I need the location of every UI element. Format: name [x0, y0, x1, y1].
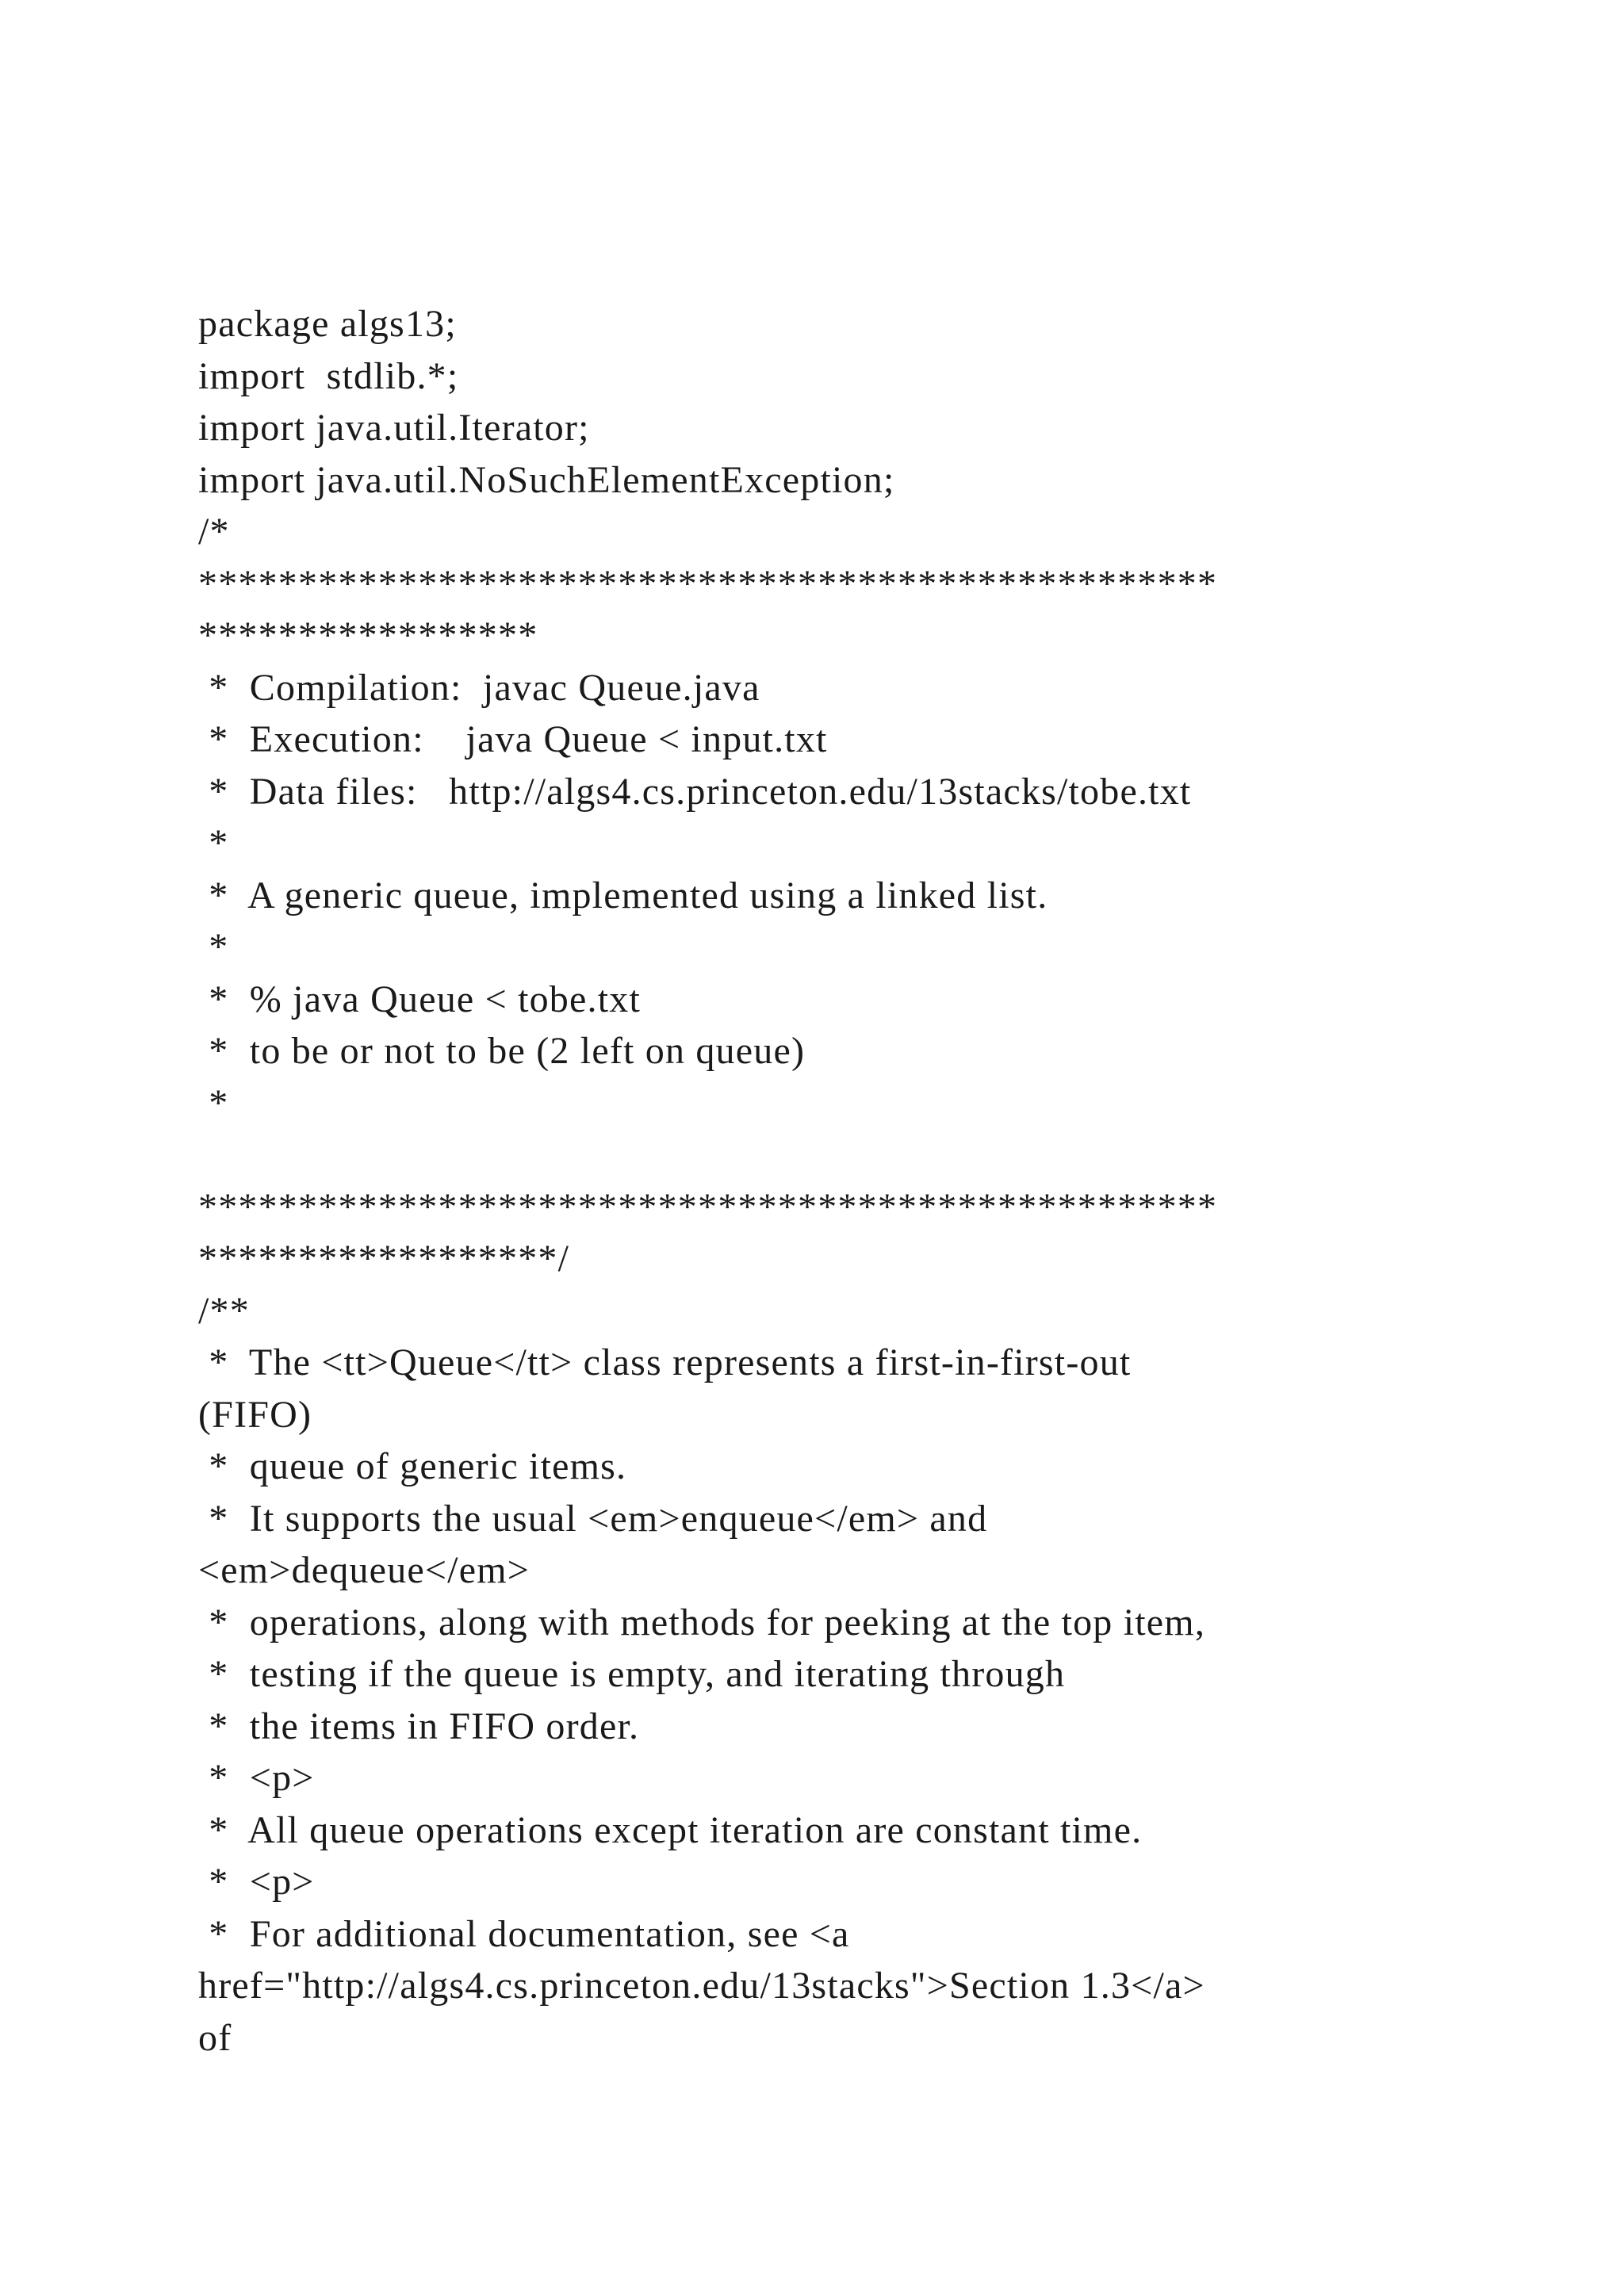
code-line: * All queue operations except iteration are constant time.	[198, 1808, 1143, 1851]
code-line: (FIFO)	[198, 1393, 312, 1436]
code-line: * to be or not to be (2 left on queue)	[198, 1030, 806, 1072]
code-line: <em>dequeue</em>	[198, 1549, 530, 1591]
code-line	[198, 1129, 1507, 1181]
code-line: /*	[198, 511, 230, 553]
code-line: ******************/	[198, 1238, 570, 1280]
code-line: * It supports the usual <em>enqueue</em> and	[198, 1497, 988, 1540]
code-line: * % java Queue < tobe.txt	[198, 978, 641, 1020]
code-line: *	[198, 822, 229, 864]
code-line: * operations, along with methods for peeking at the top item,	[198, 1601, 1206, 1644]
code-line: * Execution: java Queue < input.txt	[198, 718, 828, 760]
code-line: ***************************************************	[198, 1185, 1218, 1228]
code-line: *	[198, 1081, 229, 1124]
code-line: * queue of generic items.	[198, 1445, 627, 1487]
code-line: * testing if the queue is empty, and iterating through	[198, 1653, 1066, 1695]
code-line: * the items in FIFO order.	[198, 1705, 640, 1747]
code-line: import java.util.NoSuchElementException;	[198, 458, 895, 501]
code-line: * For additional documentation, see <a	[198, 1912, 850, 1955]
code-line: import java.util.Iterator;	[198, 407, 590, 449]
code-line: * A generic queue, implemented using a linked list.	[198, 874, 1048, 916]
code-line: ***************************************************	[198, 562, 1218, 605]
code-line: import stdlib.*;	[198, 354, 459, 397]
code-line: * Compilation: javac Queue.java	[198, 666, 760, 709]
code-line: *	[198, 926, 229, 968]
code-listing	[198, 298, 1507, 2064]
code-line: href="http://algs4.cs.princeton.edu/13stacks">Section 1.3</a>	[198, 1965, 1205, 2007]
code-line: of	[198, 2016, 232, 2059]
code-line: package algs13;	[198, 303, 457, 345]
code-line: * The <tt>Queue</tt> class represents a first-in-first-out	[198, 1341, 1132, 1383]
code-line: * <p>	[198, 1861, 315, 1903]
code-line: * <p>	[198, 1757, 315, 1799]
code-line: *****************	[198, 614, 538, 656]
code-line: /**	[198, 1289, 250, 1332]
code-line: * Data files: http://algs4.cs.princeton.edu/13stacks/tobe.txt	[198, 770, 1192, 813]
